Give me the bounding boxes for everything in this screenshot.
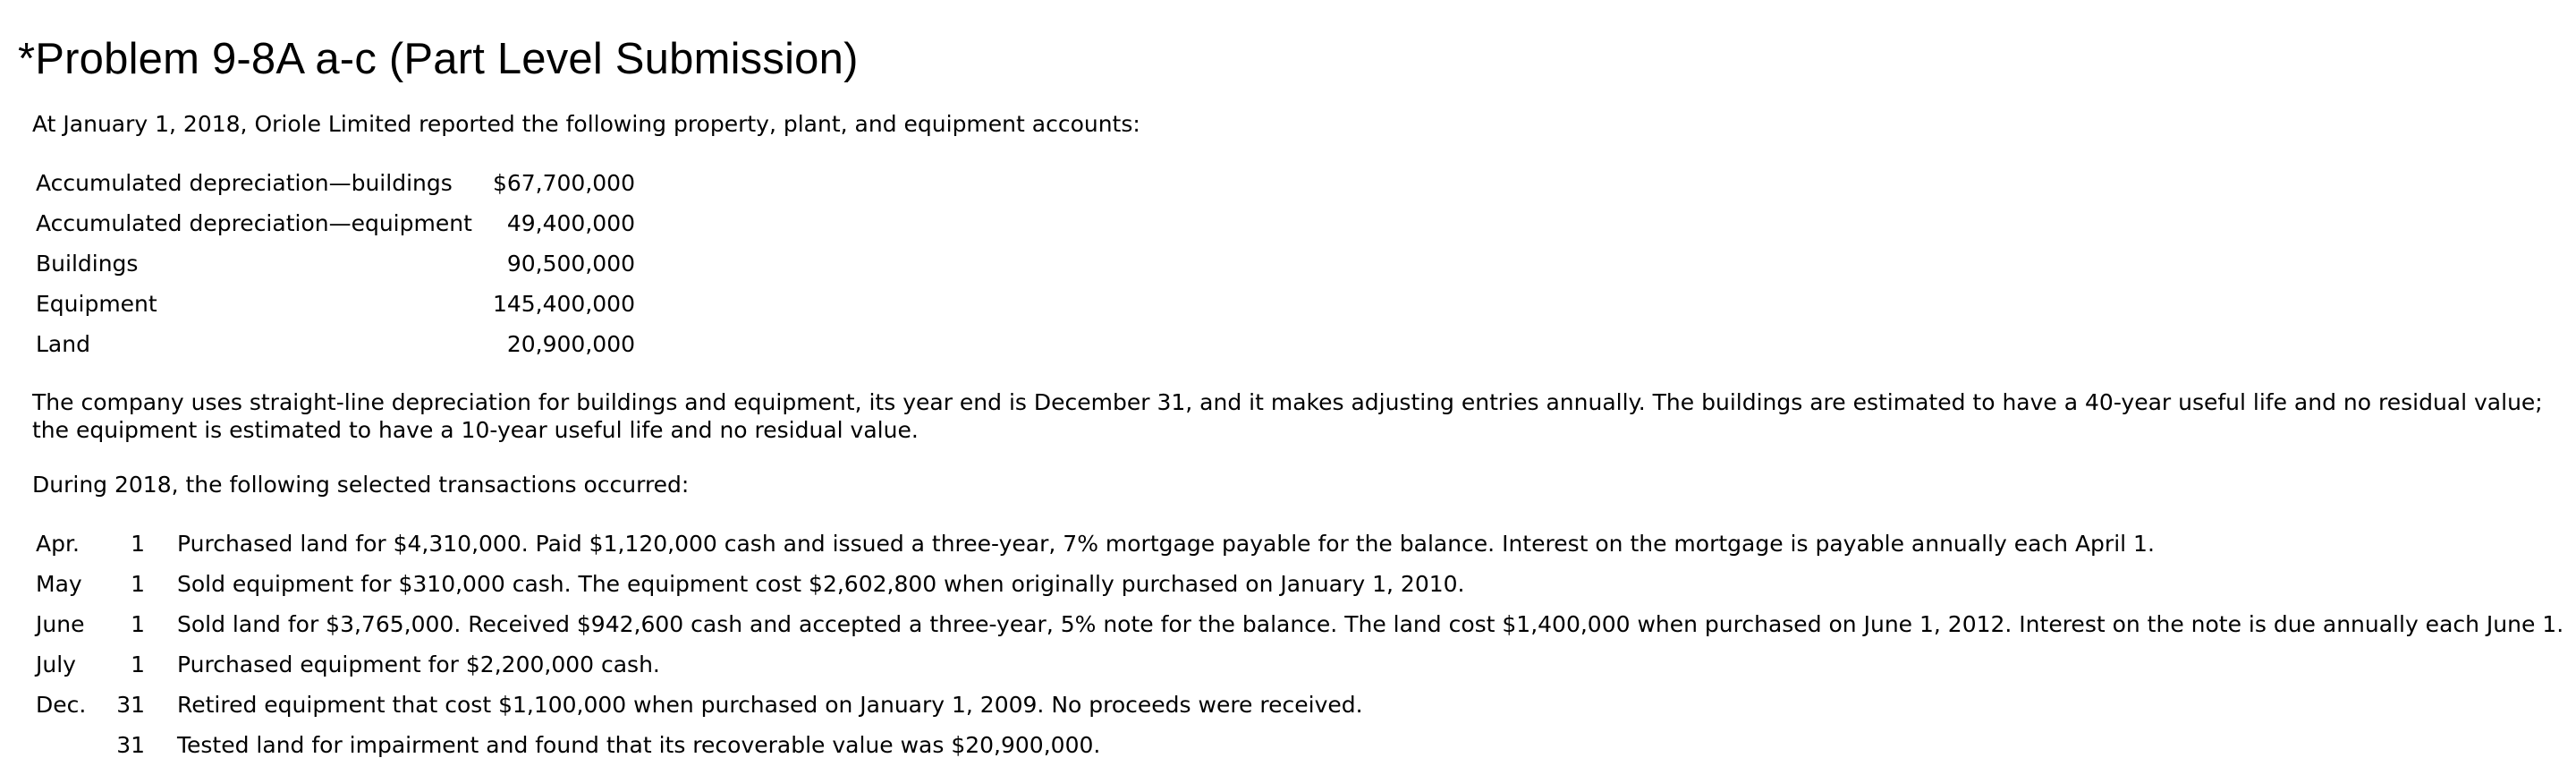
transaction-month	[27, 725, 109, 765]
transaction-day: 31	[116, 692, 145, 718]
transaction-day: 1	[131, 652, 145, 677]
transaction-month: July	[36, 652, 76, 677]
account-amount: 49,400,000	[506, 210, 635, 236]
account-name: Buildings	[36, 251, 139, 277]
transaction-row	[27, 644, 2563, 685]
depreciation-policy-text: The company uses straight-line depreciation for buildings and equipment, its year end is December 31, and it makes adjusting entries annually. The buildings are estimated to have a 40-year useful life and no residual value; the equipment is estimated to have a 10-year useful life and no residual value.	[32, 389, 2543, 443]
transactions-intro-text: During 2018, the following selected transactions occurred:	[32, 472, 690, 498]
transaction-row	[27, 604, 2563, 644]
transaction-day: 31	[116, 732, 145, 758]
transaction-description: Purchased equipment for $2,200,000 cash.	[177, 652, 660, 677]
transaction-description: Purchased land for $4,310,000. Paid $1,120,000 cash and issued a three-year, 7% mortgage payable for the balance. Interest on the mortgage is payable annually each April 1.	[177, 531, 2155, 557]
account-amount: $67,700,000	[492, 170, 635, 196]
account-row	[27, 324, 644, 364]
account-amount: 145,400,000	[492, 291, 635, 317]
transaction-description: Sold equipment for $310,000 cash. The equipment cost $2,602,800 when originally purchased on January 1, 2010.	[177, 571, 1465, 597]
transaction-month: Apr.	[36, 531, 80, 557]
transaction-day: 1	[131, 571, 145, 597]
transaction-day: 1	[131, 531, 145, 557]
transaction-day: 1	[131, 611, 145, 637]
transaction-description: Sold land for $3,765,000. Received $942,600 cash and accepted a three-year, 5% note for the balance. The land cost $1,400,000 when purchased on June 1, 2012. Interest on the note is due annually each June 1.	[177, 611, 2564, 637]
account-name: Equipment	[36, 291, 157, 317]
transaction-row	[27, 725, 2563, 765]
page-title: *Problem 9-8A a-c (Part Level Submission)	[18, 35, 859, 83]
account-row	[27, 284, 644, 324]
account-row	[27, 243, 644, 284]
transaction-row	[27, 564, 2563, 604]
account-amount: 90,500,000	[506, 251, 635, 277]
account-name: Accumulated depreciation—equipment	[36, 210, 472, 236]
transaction-month: May	[36, 571, 82, 597]
transaction-description: Retired equipment that cost $1,100,000 when purchased on January 1, 2009. No proceeds were received.	[177, 692, 1363, 718]
transaction-month: June	[36, 611, 85, 637]
accounts-table	[27, 163, 644, 364]
intro-text: At January 1, 2018, Oriole Limited reported the following property, plant, and equipment accounts:	[32, 111, 1140, 137]
account-row	[27, 203, 644, 243]
account-row	[27, 163, 644, 203]
transaction-description: Tested land for impairment and found that its recoverable value was $20,900,000.	[177, 732, 1101, 758]
transaction-row	[27, 524, 2563, 564]
account-name: Accumulated depreciation—buildings	[36, 170, 453, 196]
account-amount: 20,900,000	[506, 331, 635, 357]
account-name: Land	[36, 331, 90, 357]
transactions-table	[27, 524, 2563, 765]
transaction-month: Dec.	[36, 692, 87, 718]
transaction-row	[27, 685, 2563, 725]
